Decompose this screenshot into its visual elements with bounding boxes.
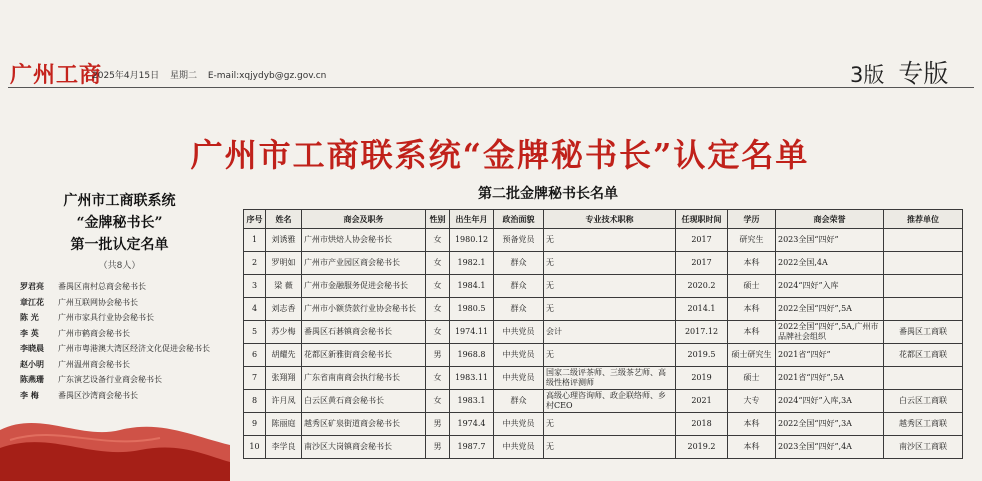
table-row (244, 298, 963, 321)
table-cell: 无 (544, 252, 676, 275)
first-batch-item-name: 赵小明 (20, 358, 44, 369)
column-header: 性别 (426, 210, 450, 229)
table-cell: 2021省“四好” (776, 344, 884, 367)
table-cell: 4 (244, 298, 266, 321)
table-cell: 群众 (494, 298, 544, 321)
table-cell: 女 (426, 390, 450, 413)
table-cell: 无 (544, 344, 676, 367)
table-cell: 硕士研究生 (728, 344, 776, 367)
table-cell: 中共党员 (494, 321, 544, 344)
table-cell: 1983.1 (450, 390, 494, 413)
table-cell: 梁 薇 (266, 275, 302, 298)
first-batch-item-org: 番禺区南村总商会秘书长 (58, 282, 146, 291)
table-cell: 中共党员 (494, 413, 544, 436)
table-row (244, 252, 963, 275)
table-cell: 白云区黄石商会秘书长 (302, 390, 426, 413)
table-cell: 1980.12 (450, 229, 494, 252)
table-cell: 群众 (494, 390, 544, 413)
table-cell: 高级心理咨询师、政企联络师、乡村CEO (544, 390, 676, 413)
table-cell: 女 (426, 321, 450, 344)
table-cell: 男 (426, 436, 450, 459)
table-cell: 女 (426, 229, 450, 252)
first-batch-item-name: 罗君亮 (20, 281, 44, 291)
table-row (244, 275, 963, 298)
table-cell: 硕士 (728, 367, 776, 390)
table-cell (884, 252, 963, 275)
table-cell: 无 (544, 298, 676, 321)
table-cell: 2019 (676, 367, 728, 390)
first-batch-list (12, 279, 227, 403)
table-cell: 中共党员 (494, 367, 544, 390)
table-cell: 广州市小额贷款行业协会秘书长 (302, 298, 426, 321)
table-cell (884, 275, 963, 298)
first-batch-item (20, 357, 227, 373)
table-cell: 9 (244, 413, 266, 436)
first-batch-item (20, 279, 227, 295)
page-header (0, 40, 982, 86)
table-cell: 越秀区工商联 (884, 413, 963, 436)
table-cell: 3 (244, 275, 266, 298)
first-batch-item-org: 广东演艺设备行业商会秘书长 (58, 375, 162, 384)
table-cell: 越秀区矿泉街道商会秘书长 (302, 413, 426, 436)
table-cell: 花都区新雅街商会秘书长 (302, 344, 426, 367)
table-cell: 群众 (494, 252, 544, 275)
table-cell: 6 (244, 344, 266, 367)
table-cell: 张翔翔 (266, 367, 302, 390)
first-batch-item-org: 番禺区沙湾商会秘书长 (58, 390, 138, 400)
table-cell: 研究生 (728, 229, 776, 252)
table-cell: 陈丽庭 (266, 413, 302, 436)
table-cell: 许月凤 (266, 390, 302, 413)
table-cell: 2019.5 (676, 344, 728, 367)
table-row (244, 229, 963, 252)
table-cell: 2022全国,4A (776, 252, 884, 275)
table-cell: 刘志香 (266, 298, 302, 321)
column-header: 出生年月 (450, 210, 494, 229)
column-header: 学历 (728, 210, 776, 229)
contact-email: E-mail:xqjydyb@gz.gov.cn (207, 71, 327, 81)
table-cell: 男 (426, 413, 450, 436)
table-cell: 群众 (494, 275, 544, 298)
table-cell: 1974.4 (450, 413, 494, 436)
table-cell: 胡耀先 (266, 344, 302, 367)
table-row (244, 436, 963, 459)
column-header: 商会荣誉 (776, 210, 884, 229)
table-cell: 2022全国“四好”,5A,广州市品牌社会组织 (776, 321, 884, 344)
section-name: 专版 (898, 59, 949, 88)
table-cell: 中共党员 (494, 436, 544, 459)
table-row (244, 390, 963, 413)
column-header: 姓名 (266, 210, 302, 229)
table-cell: 花都区工商联 (884, 344, 963, 367)
table-cell: 8 (244, 390, 266, 413)
table-cell: 2017 (676, 229, 728, 252)
table-cell: 2014.1 (676, 298, 728, 321)
first-batch-title-line3: 第一批认定名单 (70, 237, 169, 253)
first-batch-item-org: 广州市粤港澳大湾区经济文化促进会秘书长 (58, 344, 210, 353)
first-batch-item (20, 341, 227, 357)
first-batch-item-name: 李晓晨 (20, 343, 44, 353)
first-batch-item (20, 326, 227, 342)
table-cell: 2021 (676, 390, 728, 413)
masthead-logo: 广州工商 (10, 62, 103, 88)
first-batch-item-name: 陈燕珊 (20, 374, 44, 384)
table-cell: 10 (244, 436, 266, 459)
table-cell: 2017 (676, 252, 728, 275)
column-header: 任现职时间 (676, 210, 728, 229)
column-header: 商会及职务 (302, 210, 426, 229)
table-cell: 1968.8 (450, 344, 494, 367)
table-cell: 中共党员 (494, 344, 544, 367)
table-cell: 南沙区大岗镇商会秘书长 (302, 436, 426, 459)
table-cell: 广州市金融服务促进会秘书长 (302, 275, 426, 298)
table-cell: 无 (544, 436, 676, 459)
table-cell: 南沙区工商联 (884, 436, 963, 459)
edition-label (850, 54, 948, 90)
first-batch-count: （共8人） (98, 261, 141, 271)
table-cell: 李学良 (266, 436, 302, 459)
table-cell: 会计 (544, 321, 676, 344)
table-cell: 2024“四好”入库,3A (776, 390, 884, 413)
table-cell: 男 (426, 344, 450, 367)
table-cell: 广州市烘焙人协会秘书长 (302, 229, 426, 252)
first-batch-item-org: 广州市鹤商会秘书长 (58, 328, 130, 338)
table-cell: 本科 (728, 413, 776, 436)
table-cell: 1980.5 (450, 298, 494, 321)
table-cell: 国家二级评茶师、三级茶艺师、高级性格评测师 (544, 367, 676, 390)
issue-weekday: 星期二 (169, 71, 197, 81)
table-cell: 本科 (728, 252, 776, 275)
table-cell: 广州市产业园区商会秘书长 (302, 252, 426, 275)
first-batch-item (20, 372, 227, 388)
first-batch-item-name: 李 英 (20, 327, 39, 338)
first-batch-item-name: 陈 光 (20, 312, 39, 322)
table-cell: 罗明如 (266, 252, 302, 275)
red-ribbon-decoration (0, 400, 230, 481)
column-header: 序号 (244, 210, 266, 229)
table-cell: 无 (544, 229, 676, 252)
column-header: 推荐单位 (884, 210, 963, 229)
table-cell: 本科 (728, 436, 776, 459)
table-cell: 5 (244, 321, 266, 344)
column-header: 政治面貌 (494, 210, 544, 229)
table-cell: 大专 (728, 390, 776, 413)
main-title: 广州市工商联系统“金牌秘书长”认定名单 (190, 136, 810, 174)
first-batch-item (20, 310, 227, 326)
table-cell: 本科 (728, 298, 776, 321)
second-batch-table (243, 209, 963, 459)
table-cell: 2 (244, 252, 266, 275)
table-cell: 2023全国“四好” (776, 229, 884, 252)
table-cell: 本科 (728, 321, 776, 344)
first-batch-title-line2: “金牌秘书长” (76, 215, 163, 231)
table-cell: 番禺区石碁镇商会秘书长 (302, 321, 426, 344)
table-cell (884, 298, 963, 321)
table-cell: 1987.7 (450, 436, 494, 459)
edition-number: 3版 (850, 63, 885, 87)
table-cell: 女 (426, 275, 450, 298)
table-cell: 无 (544, 413, 676, 436)
table-row (244, 367, 963, 390)
first-batch-item-org: 广州温州商会秘书长 (58, 359, 130, 369)
table-cell: 2022全国“四好”,5A (776, 298, 884, 321)
table-cell: 无 (544, 275, 676, 298)
table-cell: 2019.2 (676, 436, 728, 459)
second-batch-title: 第二批金牌秘书长名单 (478, 186, 618, 202)
table-cell: 1984.1 (450, 275, 494, 298)
table-cell: 1974.11 (450, 321, 494, 344)
table-cell: 刘诱雅 (266, 229, 302, 252)
table-cell: 2024“四好”入库 (776, 275, 884, 298)
first-batch-item-org: 广州市家具行业协会秘书长 (58, 313, 154, 322)
first-batch-item-name: 章江花 (20, 296, 44, 307)
header-rule (8, 87, 974, 88)
table-cell: 硕士 (728, 275, 776, 298)
table-row (244, 321, 963, 344)
table-cell: 番禺区工商联 (884, 321, 963, 344)
table-cell: 2021省“四好”,5A (776, 367, 884, 390)
table-cell: 女 (426, 367, 450, 390)
table-cell: 2017.12 (676, 321, 728, 344)
table-cell (884, 229, 963, 252)
table-header-row (244, 210, 963, 229)
table-cell: 女 (426, 252, 450, 275)
table-row (244, 344, 963, 367)
table-cell: 广东省南南商会执行秘书长 (302, 367, 426, 390)
table-row (244, 413, 963, 436)
table-cell: 女 (426, 298, 450, 321)
table-cell: 1982.1 (450, 252, 494, 275)
first-batch-title (12, 190, 227, 256)
table-cell: 苏少梅 (266, 321, 302, 344)
table-cell: 白云区工商联 (884, 390, 963, 413)
table-cell: 2020.2 (676, 275, 728, 298)
table-cell: 2022全国“四好”,3A (776, 413, 884, 436)
table-cell: 7 (244, 367, 266, 390)
column-header: 专业技术职称 (544, 210, 676, 229)
table-cell: 1 (244, 229, 266, 252)
issue-info (92, 68, 334, 81)
table-cell: 1983.11 (450, 367, 494, 390)
table-cell: 2018 (676, 413, 728, 436)
first-batch-item-name: 李 梅 (20, 389, 39, 400)
issue-date: 2025年4月15日 (92, 71, 160, 81)
table-cell: 预备党员 (494, 229, 544, 252)
table-cell (884, 367, 963, 390)
table-cell: 2023全国“四好”,4A (776, 436, 884, 459)
first-batch-title-line1: 广州市工商联系统 (63, 193, 176, 209)
first-batch-item (20, 295, 227, 311)
first-batch-item-org: 广州互联网协会秘书长 (58, 297, 138, 307)
